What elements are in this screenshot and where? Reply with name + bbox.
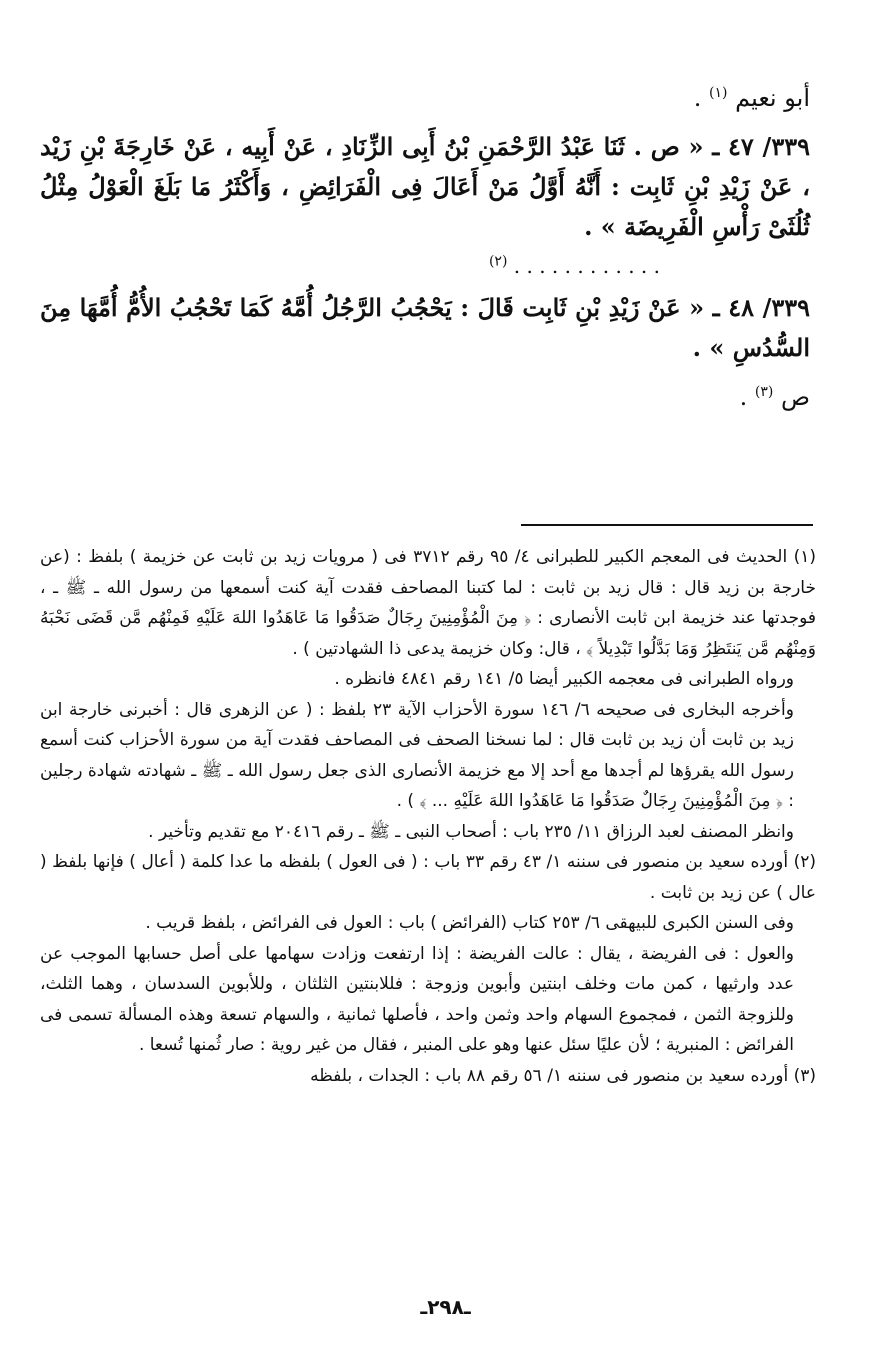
- line-abu-nuaym: أبو نعيم $^{(١)}$ .: [693, 84, 810, 112]
- ellipsis-line: [40, 250, 810, 282]
- ellipsis-dots: . . . . . . . . . . . .: [513, 254, 660, 278]
- footnote-ref-1: (١): [709, 85, 728, 101]
- hadith-47: ٣٣٩/ ٤٧ ـ « ص . ثَنَا عَبْدُ الرَّحْمَنِ بْنُ أَبِى الزِّنَادِ ، عَنْ أَبِيه ، عَنْ خَارِجَةَ بْنِ زَيْد ، عَنْ زَيْدِ بْنِ ثَابِت : أَنَّهُ أَوَّلُ مَنْ أَعَالَ فِى الْفَرَائِضِ ، وَأَكْثَرُ مَا بَلَغَ الْعَوْلُ مِثْلُ ثُلُثَىْ رَأْسِ الْفَرِيضَة » .: [40, 132, 810, 241]
- footnote-2: (٢) أورده سعيد بن منصور فى سننه ١/ ٤٣ رقم ٣٣ باب : ( فى العول ) بلفظه ما عدا كلمة ( أعال ) فإنها بلفظ ( عال ) عن زيد بن ثابت .: [40, 852, 816, 903]
- footnote-separator: [521, 524, 813, 526]
- footnote-1: (١) الحديث فى المعجم الكبير للطبرانى ٤/ ٩٥ رقم ٣٧١٢ فى ( مرويات زيد بن ثابت عن خزيمة ) بلفظ : (عن خارجة بن زيد قال : قال زيد بن ثابت : لما كتبنا المصاحف فقدت آية كنت أسمعها من رسول الله ـ ﷺ ـ ، فوجدتها عند خزيمة ابن ثابت الأنصارى : ﴿ مِنَ الْمُؤْمِنِينَ رِجَالٌ صَدَقُوا مَا عَاهَدُوا اللهَ عَلَيْهِ فَمِنْهُم مَّن قَضَى نَحْبَهُ وَمِنْهُم مَّن يَنتَظِرُ وَمَا بَدَّلُوا تَبْدِيلاً ﴾ ، قال: وكان خزيمة يدعى ذا الشهادتين ) .: [40, 547, 816, 659]
- footnote-2-bayhaqi: وفى السنن الكبرى للبيهقى ٦/ ٢٥٣ كتاب (الفرائض ) باب : العول فى الفرائض ، بلفظ قريب .: [145, 913, 794, 933]
- footnote-ref-2: (٢): [488, 253, 508, 270]
- line-sad: ص $^{(٣)}$ .: [739, 383, 810, 411]
- footnote-3: (٣) أورده سعيد بن منصور فى سننه ١/ ٥٦ رقم ٨٨ باب : الجدات ، بلفظه: [310, 1065, 816, 1086]
- main-text: [40, 78, 810, 426]
- abu-nuaym-text: أبو نعيم: [735, 84, 810, 112]
- hadith-48: ٣٣٩/ ٤٨ ـ « عَنْ زَيْدِ بْنِ ثَابِت قَالَ : يَحْجُبُ الرَّجُلُ أُمَّهُ كَمَا تَحْجُبُ الأُمُّ أُمَّهَا مِنَ السُّدُسِ » .: [40, 293, 811, 362]
- sad-text: ص: [780, 383, 810, 411]
- footnote-2-awl: والعول : فى الفريضة ، يقال : عالت الفريضة : إذا ارتفعت وزادت سهامها على أصل حسابها الموجب عن عدد وارثيها ، كمن مات وخلف ابنتين وأبوين وزوجة : فللابنتين الثلثان ، وللأبوين السدسان ، وهما الثلث، وللزوجة الثمن ، فمجموع السهام واحد وثمن واحد ، فأصلها ثمانية ، والسهام تسعة وهذه المسألة تسمى فى الفرائض : المنبرية ؛ لأن عليًا سئل عنها وهو على المنبر ، فقال من غير روية : صار ثُمنها تُسعا .: [40, 943, 794, 1055]
- footnotes: [40, 542, 816, 1091]
- footnote-1-abdulrazzaq: وانظر المصنف لعبد الرزاق ١١/ ٢٣٥ باب : أصحاب النبى ـ ﷺ ـ رقم ٢٠٤١٦ مع تقديم وتأخير .: [148, 821, 794, 842]
- footnote-ref-3: (٣): [754, 384, 774, 400]
- page-number: ـ٢٩٨ـ: [420, 1295, 471, 1319]
- footnote-1-bukhari: وأخرجه البخارى فى صحيحه ٦/ ١٤٦ سورة الأحزاب الآية ٢٣ بلفظ : ( عن الزهرى قال : أخبرنى خارجة ابن زيد بن ثابت أن زيد بن ثابت قال : لما نسخنا الصحف فى المصاحف فقدت آية من سورة الأحزاب كنت أسمع رسول الله يقرؤها لم أجدها مع أحد إلا مع خزيمة الأنصارى الذى جعل رسول الله ـ ﷺ ـ شهادته شهادة رجلين : ﴿ مِنَ الْمُؤْمِنِينَ رِجَالٌ صَدَقُوا مَا عَاهَدُوا اللهَ عَلَيْهِ ... ﴾ ) .: [40, 699, 794, 811]
- footnote-1-tabarani: ورواه الطبرانى فى معجمه الكبير أيضا ٥/ ١٤١ رقم ٤٨٤١ فانظره .: [334, 669, 794, 689]
